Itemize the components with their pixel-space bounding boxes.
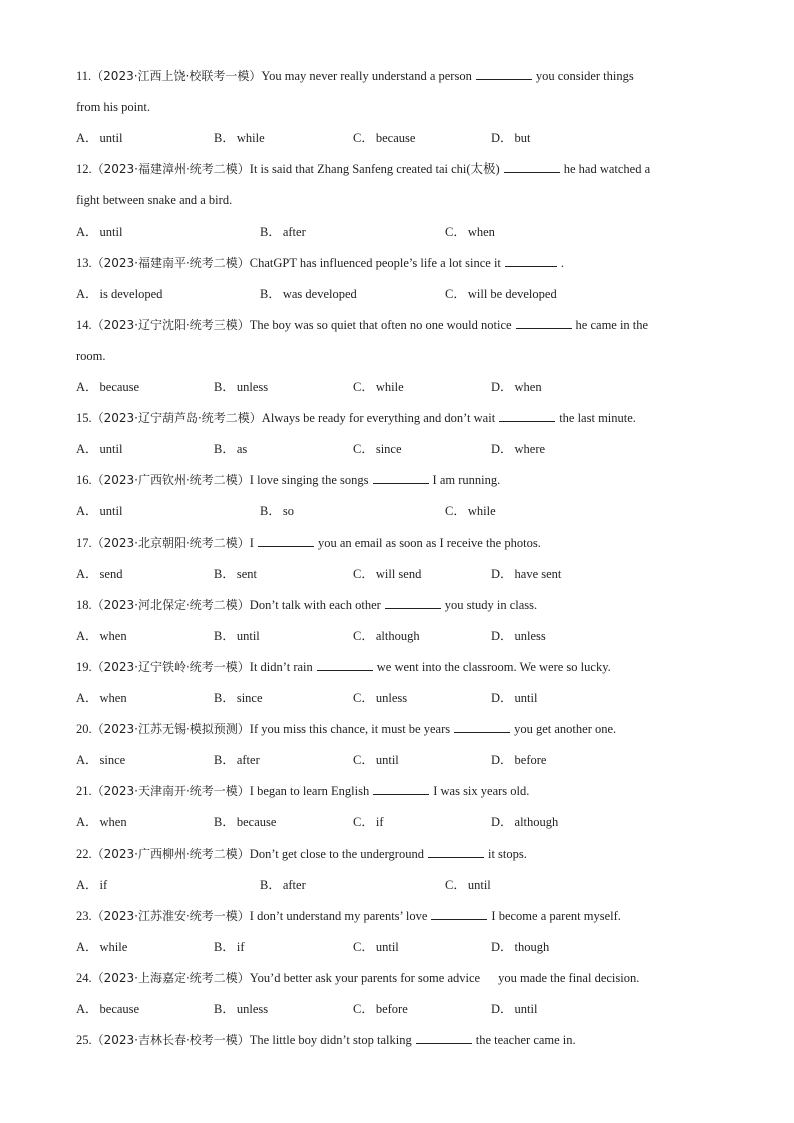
answer-options [76,501,718,521]
option-b[interactable] [214,812,276,832]
option-letter: D． [491,442,513,457]
option-text: will send [375,566,422,581]
question-number: 16. [76,473,92,488]
option-a[interactable] [76,284,162,304]
option-c[interactable] [445,222,495,242]
question-number: 19. [76,659,92,674]
option-text: unless [236,1002,269,1016]
question-source: （2023·北京朝阳·统考二模） [91,535,250,550]
option-letter: B． [214,628,235,643]
question-text: It didn’t rain [249,659,313,674]
question-text-after: you get another one. [514,722,617,737]
option-letter: D． [491,566,513,581]
option-b[interactable] [214,937,244,957]
option-letter: D． [491,628,513,643]
option-text: while [375,380,404,394]
question-text-after: you an email as soon as I receive the photos. [317,535,541,550]
answer-options [76,999,718,1019]
question-text-after: I was six years old. [433,784,530,799]
option-letter: D． [491,380,513,394]
question-number: 14. [76,317,92,332]
option-c[interactable] [445,875,491,895]
question-source: （2023·河北保定·统考二模） [91,597,250,612]
question-source: （2023·福建漳州·统考二模） [91,162,250,177]
question-number: 12. [76,162,92,177]
option-text: until [514,691,538,705]
option-text: until [99,131,123,146]
option-letter: C． [353,815,374,830]
option-d[interactable] [491,937,549,957]
question-text: You may never really understand a person [261,69,472,83]
question-number: 23. [76,908,92,923]
option-text: although [514,815,559,830]
question-text: It is said that Zhang Sanfeng created tai chi(太极) [249,162,500,177]
question-text-after: the teacher came in. [475,1033,576,1048]
question-number: 13. [76,255,92,270]
question-source: （2023·江苏淮安·统考一模） [91,908,250,923]
option-text: since [375,442,402,457]
question-stem [76,408,718,428]
option-b[interactable] [214,626,260,646]
option-b[interactable] [260,222,306,242]
answer-blank[interactable] [385,596,441,609]
option-text: as [236,442,248,457]
option-letter: C． [353,753,374,768]
option-letter: B． [260,286,281,301]
option-a[interactable] [76,999,139,1019]
option-letter: D． [491,939,513,954]
option-letter: D． [491,131,513,146]
option-b[interactable] [214,564,257,584]
option-b[interactable] [214,439,247,459]
question-stem [76,906,718,926]
option-text: after [282,877,306,892]
question-source: （2023·辽宁铁岭·统考一模） [91,659,250,674]
option-letter: B． [214,939,235,954]
question-stem [76,66,718,86]
option-letter: B． [214,691,235,705]
question-text-after: I become a parent myself. [491,908,621,923]
answer-blank[interactable] [373,471,429,484]
option-letter: A． [76,504,98,519]
option-letter: C． [445,504,466,519]
question-text: The little boy didn’t stop talking [249,1033,412,1048]
question-number: 20. [76,722,92,737]
question-source: （2023·广西钦州·统考二模） [91,473,250,488]
answer-options [76,937,718,957]
option-letter: C． [353,691,374,705]
question-text: ChatGPT has influenced people’s life a lot since it [249,255,501,270]
option-b[interactable] [260,284,357,304]
option-letter: A． [76,753,98,768]
question-text-after: it stops. [487,846,527,861]
question-number: 15. [76,411,92,426]
option-a[interactable] [76,222,122,242]
option-letter: A． [76,224,98,239]
question-text: You’d better ask your parents for some advice [249,970,481,985]
option-letter: B． [214,753,235,768]
answer-blank[interactable] [258,534,314,547]
question-text-continued: room. [76,348,106,363]
option-d[interactable] [491,750,546,770]
answer-blank[interactable] [428,845,484,858]
answer-options [76,222,718,242]
question-stem [76,533,718,553]
option-text: if [99,877,108,892]
question-number: 24. [76,970,92,985]
answer-options [76,564,718,584]
question-text-after: I am running. [432,473,501,488]
option-b[interactable] [214,999,268,1019]
option-d[interactable] [491,128,531,148]
option-c[interactable] [353,688,407,708]
question-number: 18. [76,597,92,612]
question-text: I began to learn English [249,784,370,799]
question-stem [76,595,718,615]
question-stem [76,315,718,335]
question-source: （2023·福建南平·统考二模） [91,255,250,270]
question-stem [76,719,718,739]
option-letter: A． [76,877,98,892]
option-text: unless [514,628,546,643]
question-number: 25. [76,1033,92,1048]
answer-options [76,875,718,895]
question-stem [76,968,718,988]
option-a[interactable] [76,937,127,957]
question-text-after: you made the final decision. [498,970,640,985]
option-text: since [99,753,126,768]
option-text: because [99,1002,140,1016]
option-text: until [514,1002,538,1016]
option-letter: A． [76,815,98,830]
option-letter: B． [260,877,281,892]
question-stem-continued [76,190,718,210]
answer-blank[interactable] [431,907,487,920]
question-stem [76,253,718,273]
option-b[interactable] [214,750,260,770]
question-text-after: you study in class. [444,597,538,612]
option-letter: C． [353,380,374,394]
answer-blank[interactable] [317,658,373,671]
option-c[interactable] [353,937,399,957]
option-a[interactable] [76,501,122,521]
option-text: while [99,939,128,954]
option-letter: C． [353,939,374,954]
option-text: if [236,939,245,954]
option-letter: A． [76,691,98,705]
answer-options [76,439,718,459]
option-letter: D． [491,815,513,830]
option-text: before [514,753,547,768]
question-stem-continued [76,97,718,117]
question-text-continued: fight between snake and a bird. [76,193,233,208]
option-a[interactable] [76,128,122,148]
option-letter: B． [260,504,281,519]
option-text: send [99,566,123,581]
question-source: （2023·江西上饶·校联考一模） [91,69,262,83]
option-text: when [99,628,127,643]
answer-options [76,128,718,148]
question-text-after: we went into the classroom. We were so lucky. [376,659,611,674]
option-text: where [514,442,546,457]
option-c[interactable] [353,128,415,148]
option-text: is developed [99,286,163,301]
option-d[interactable] [491,564,561,584]
option-a[interactable] [76,626,127,646]
answer-blank[interactable] [454,720,510,733]
option-b[interactable] [260,501,294,521]
question-text-after: he had watched a [563,162,651,177]
question-stem [76,1030,718,1050]
option-text: unless [375,691,408,705]
answer-blank[interactable] [504,160,560,173]
question-number: 22. [76,846,92,861]
option-a[interactable] [76,688,127,708]
option-text: because [375,131,416,146]
option-a[interactable] [76,377,139,397]
question-number: 11. [76,69,92,83]
option-text: when [467,224,495,239]
question-text-after: you consider things [535,69,634,83]
question-text-continued: from his point. [76,100,150,115]
option-letter: B． [214,380,235,394]
option-c[interactable] [353,750,399,770]
answer-blank[interactable] [516,316,572,329]
option-text: though [514,939,550,954]
answer-blank[interactable] [476,67,532,80]
answer-options [76,284,718,304]
option-text: until [236,628,260,643]
question-source: （2023·辽宁葫芦岛·统考二模） [91,411,262,426]
option-letter: B． [214,131,235,146]
option-text: although [375,628,420,643]
option-letter: A． [76,380,98,394]
question-text: Don’t talk with each other [249,597,381,612]
answer-options [76,750,718,770]
option-text: before [375,1002,408,1016]
option-b[interactable] [260,875,306,895]
option-letter: B． [260,224,281,239]
question-text: The boy was so quiet that often no one would notice [249,317,512,332]
option-c[interactable] [445,284,557,304]
option-text: until [375,939,399,954]
option-d[interactable] [491,812,558,832]
option-text: until [467,877,491,892]
question-text-after: the last minute. [559,411,636,426]
option-letter: D． [491,753,513,768]
option-letter: B． [214,442,235,457]
option-a[interactable] [76,564,122,584]
option-text: but [514,131,531,146]
option-letter: B． [214,815,235,830]
option-letter: A． [76,131,98,146]
question-stem [76,159,718,179]
question-text: I love singing the songs [249,473,369,488]
option-text: was developed [282,286,357,301]
option-letter: A． [76,628,98,643]
option-letter: A． [76,286,98,301]
question-stem-continued [76,346,718,366]
option-text: until [375,753,399,768]
option-d[interactable] [491,688,537,708]
question-source: （2023·天津南开·统考一模） [91,784,250,799]
option-text: sent [236,566,257,581]
option-text: unless [236,380,269,394]
question-source: （2023·江苏无锡·模拟预测） [91,722,250,737]
option-c[interactable] [445,501,496,521]
option-letter: B． [214,566,235,581]
option-letter: A． [76,939,98,954]
option-letter: C． [353,131,374,146]
option-d[interactable] [491,626,546,646]
answer-options [76,688,718,708]
answer-blank[interactable] [505,254,557,267]
answer-blank[interactable] [499,409,555,422]
question-text: Always be ready for everything and don’t wait [261,411,496,426]
option-text: while [467,504,496,519]
option-letter: B． [214,1002,235,1016]
option-d[interactable] [491,439,545,459]
option-b[interactable] [214,688,263,708]
option-letter: D． [491,1002,513,1016]
option-letter: D． [491,691,513,705]
option-text: when [99,815,127,830]
answer-options [76,626,718,646]
option-letter: A． [76,1002,98,1016]
question-text: Don’t get close to the underground [249,846,424,861]
option-text: if [375,815,384,830]
question-text: I [249,535,254,550]
option-a[interactable] [76,812,127,832]
option-c[interactable] [353,439,402,459]
option-text: when [99,691,127,705]
option-letter: A． [76,566,98,581]
question-source: （2023·广西柳州·统考二模） [91,846,250,861]
option-text: because [99,380,140,394]
answer-blank[interactable] [373,782,429,795]
question-stem [76,657,718,677]
option-text: have sent [514,566,562,581]
option-c[interactable] [353,812,383,832]
option-letter: C． [353,1002,374,1016]
option-text: until [99,442,123,457]
option-letter: C． [353,566,374,581]
option-text: when [514,380,542,394]
question-number: 21. [76,784,92,799]
option-d[interactable] [491,377,542,397]
question-text: I don’t understand my parents’ love [249,908,428,923]
option-b[interactable] [214,377,268,397]
option-c[interactable] [353,377,404,397]
answer-options [76,377,718,397]
question-number: 17. [76,535,92,550]
option-a[interactable] [76,750,125,770]
option-a[interactable] [76,875,107,895]
option-text: because [236,815,277,830]
option-d[interactable] [491,999,537,1019]
question-source: （2023·辽宁沈阳·统考三模） [91,317,250,332]
option-c[interactable] [353,564,421,584]
question-source: （2023·上海嘉定·统考二模） [91,970,250,985]
option-letter: C． [445,224,466,239]
question-stem [76,781,718,801]
question-text-after: he came in the [575,317,649,332]
option-text: so [282,504,294,519]
option-text: will be developed [467,286,557,301]
option-letter: C． [353,442,374,457]
option-text: after [236,753,260,768]
option-a[interactable] [76,439,122,459]
option-text: since [236,691,263,705]
question-stem [76,844,718,864]
question-source: （2023·吉林长春·校考一模） [91,1033,250,1048]
question-stem [76,470,718,490]
question-text: If you miss this chance, it must be years [249,722,451,737]
option-letter: C． [353,628,374,643]
option-text: while [236,131,265,146]
answer-blank[interactable] [416,1031,472,1044]
option-c[interactable] [353,626,420,646]
question-text-after: . [560,255,565,270]
option-letter: C． [445,286,466,301]
option-b[interactable] [214,128,265,148]
option-letter: C． [445,877,466,892]
option-text: until [99,504,123,519]
option-text: until [99,224,123,239]
answer-options [76,812,718,832]
option-text: after [282,224,306,239]
option-c[interactable] [353,999,408,1019]
option-letter: A． [76,442,98,457]
